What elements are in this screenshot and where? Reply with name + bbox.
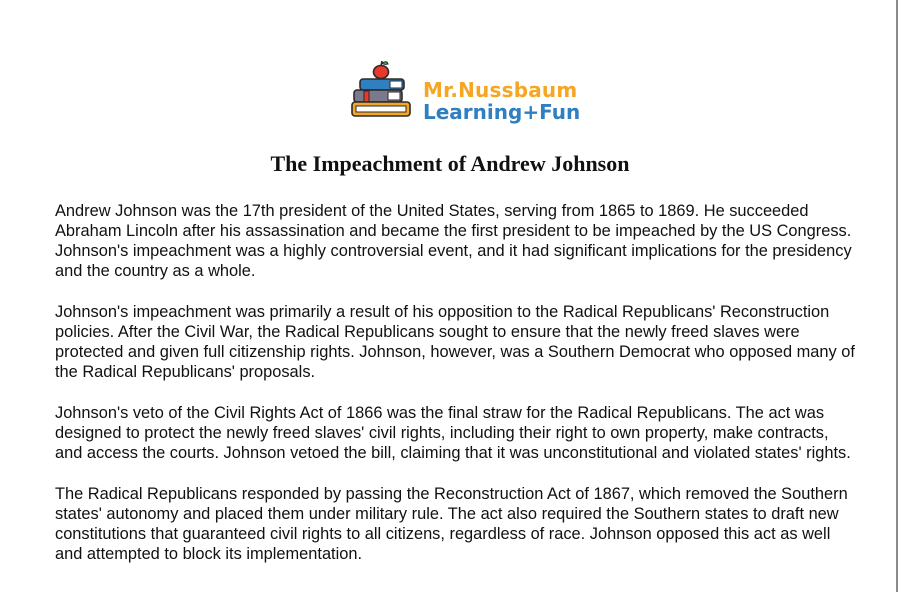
site-logo: [350, 60, 610, 128]
page-edge-divider: [896, 0, 898, 592]
paragraph: Johnson's impeachment was primarily a result of his opposition to the Radical Republicans' Reconstruction policies. After the Civil War, the Radical Republicans sought to ensure that the newly freed slaves were protected and given full citizenship rights. Johnson, however, was a Southern Democrat who opposed many of the Radical Republicans' proposals.: [55, 303, 855, 381]
logo-tagline-text: Learning+Fun: [423, 100, 581, 124]
paragraph: Andrew Johnson was the 17th president of the United States, serving from 1865 to 1869. He succeeded Abraham Lincoln after his assassination and became the first president to be impeached by the US Congress. Johnson's impeachment was a highly controversial event, and it had significant implications for the presidency and the country as a whole.: [55, 202, 852, 280]
books-apple-icon: [350, 60, 416, 126]
article-body: [55, 201, 855, 585]
paragraph: The Radical Republicans responded by passing the Reconstruction Act of 1867, which removed the Southern states' autonomy and placed them under military rule. The act also required the Southern states to draft new constitutions that guaranteed civil rights to all citizens, regardless of race. Johnson opposed this act as well and attempted to block its implementation.: [55, 485, 848, 563]
paragraph: Johnson's veto of the Civil Rights Act of 1866 was the final straw for the Radical Republicans. The act was designed to protect the newly freed slaves' civil rights, including their right to own property, make contracts, and access the courts. Johnson vetoed the bill, claiming that it was unconstitutional and violated states' rights.: [55, 404, 851, 462]
logo-name-text: Mr.Nussbaum: [423, 78, 578, 102]
page-title: The Impeachment of Andrew Johnson: [270, 151, 630, 176]
